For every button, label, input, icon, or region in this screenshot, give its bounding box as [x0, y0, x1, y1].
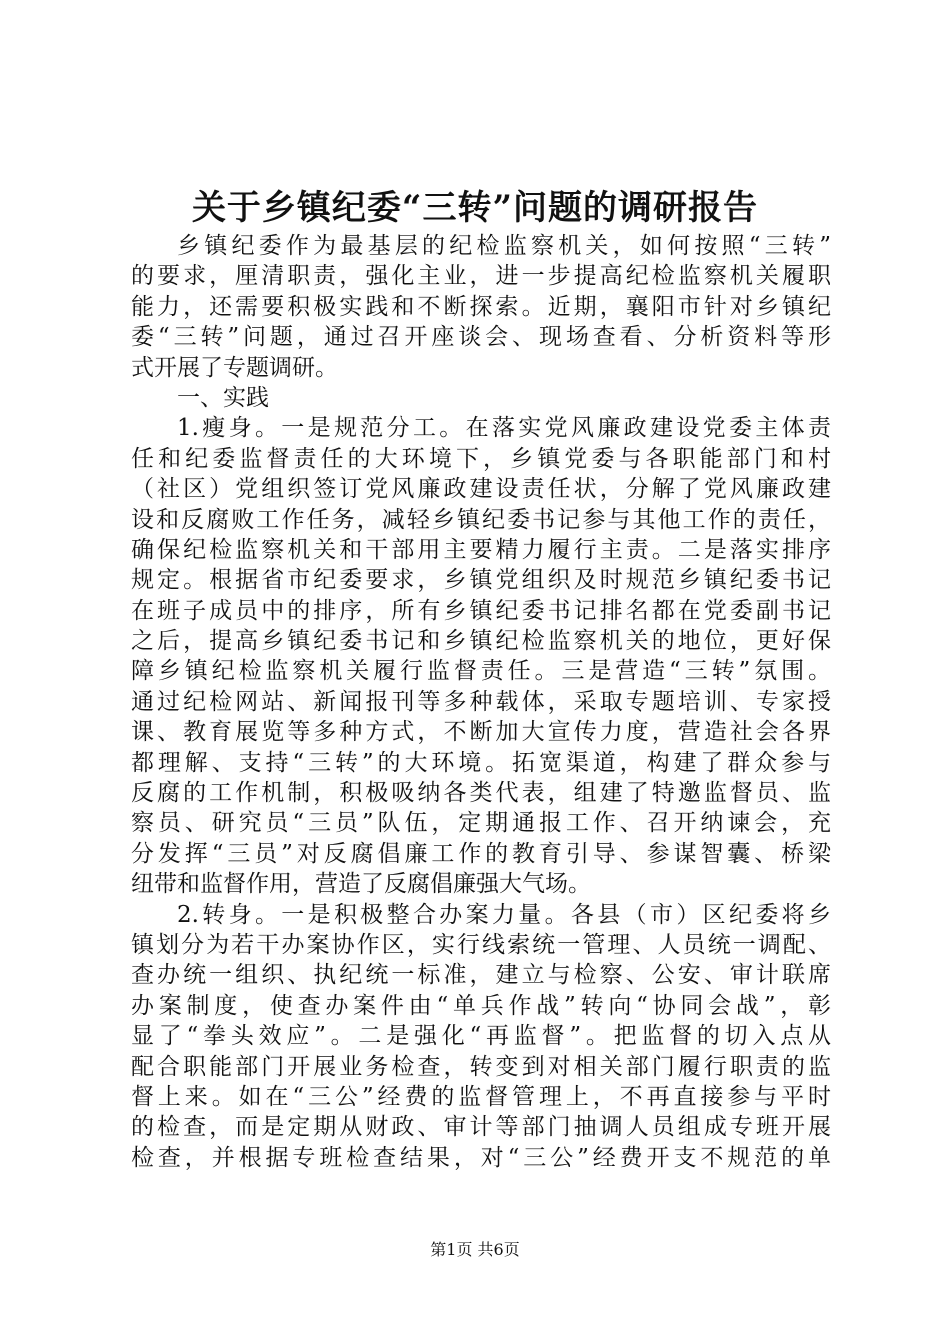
paragraph-line: 式开展了专题调研。 — [131, 354, 338, 381]
paragraph-line: 在班子成员中的排序，所有乡镇纪委书记排名都在党委副书记 — [131, 597, 831, 624]
paragraph-line: 能力，还需要积极实践和不断探索。近期，襄阳市针对乡镇纪 — [131, 293, 831, 320]
paragraph-line: 配合职能部门开展业务检查，转变到对相关部门履行职责的监 — [131, 1053, 831, 1080]
paragraph-line: 通过纪检网站、新闻报刊等多种载体，采取专题培训、专家授 — [131, 688, 831, 715]
paragraph-line: 办案制度，使查办案件由“单兵作战”转向“协同会战”，彰 — [131, 992, 831, 1019]
paragraph-line: （社区）党组织签订党风廉政建设责任状，分解了党风廉政建 — [131, 476, 831, 503]
paragraph-line: 镇划分为若干办案协作区，实行线索统一管理、人员统一调配、 — [131, 931, 831, 958]
paragraph-line: 确保纪检监察机关和干部用主要精力履行主责。二是落实排序 — [131, 536, 831, 563]
paragraph-line: 察员、研究员“三员”队伍，定期通报工作、召开纳谏会，充 — [131, 810, 831, 837]
paragraph-line: 设和反腐败工作任务，减轻乡镇纪委书记参与其他工作的责任， — [131, 506, 831, 533]
paragraph-line: 的要求，厘清职责，强化主业，进一步提高纪检监察机关履职 — [131, 263, 831, 290]
paragraph-line: 1.瘦身。一是规范分工。在落实党风廉政建设党委主体责 — [177, 415, 831, 442]
paragraph-line: 显了“拳头效应”。二是强化“再监督”。把监督的切入点从 — [131, 1023, 831, 1050]
paragraph-line: 督上来。如在“三公”经费的监督管理上，不再直接参与平时 — [131, 1083, 831, 1110]
paragraph-line: 乡镇纪委作为最基层的纪检监察机关，如何按照“三转” — [177, 233, 831, 259]
paragraph-line: 2.转身。一是积极整合办案力量。各县（市）区纪委将乡 — [177, 901, 831, 928]
document-body — [131, 231, 831, 1173]
paragraph-line: 反腐的工作机制，积极吸纳各类代表，组建了特邀监督员、监 — [131, 780, 831, 807]
page-number-footer: 第1页 共6页 — [430, 1240, 520, 1259]
paragraph-line: 都理解、支持“三转”的大环境。拓宽渠道，构建了群众参与 — [131, 749, 831, 776]
paragraph-line: 任和纪委监督责任的大环境下，乡镇党委与各职能部门和村 — [131, 445, 831, 472]
paragraph-line: 的检查，而是定期从财政、审计等部门抽调人员组成专班开展 — [131, 1114, 831, 1141]
paragraph-line: 查办统一组织、执纪统一标准，建立与检察、公安、审计联席 — [131, 962, 831, 989]
paragraph-line: 规定。根据省市纪委要求，乡镇党组织及时规范乡镇纪委书记 — [131, 567, 831, 594]
paragraph-line: 障乡镇纪检监察机关履行监督责任。三是营造“三转”氛围。 — [131, 658, 831, 685]
document-title: 关于乡镇纪委“三转”问题的调研报告 — [191, 188, 759, 228]
paragraph-line: 课、教育展览等多种方式，不断加大宣传力度，营造社会各界 — [131, 719, 831, 746]
paragraph-line: 委“三转”问题，通过召开座谈会、现场查看、分析资料等形 — [131, 324, 831, 351]
section-heading: 一、实践 — [177, 384, 269, 411]
paragraph-line: 纽带和监督作用，营造了反腐倡廉强大气场。 — [131, 871, 591, 898]
paragraph-line: 检查，并根据专班检查结果，对“三公”经费开支不规范的单 — [131, 1144, 831, 1171]
paragraph-line: 之后，提高乡镇纪委书记和乡镇纪检监察机关的地位，更好保 — [131, 628, 831, 655]
paragraph-line: 分发挥“三员”对反腐倡廉工作的教育引导、参谋智囊、桥梁 — [131, 840, 831, 867]
